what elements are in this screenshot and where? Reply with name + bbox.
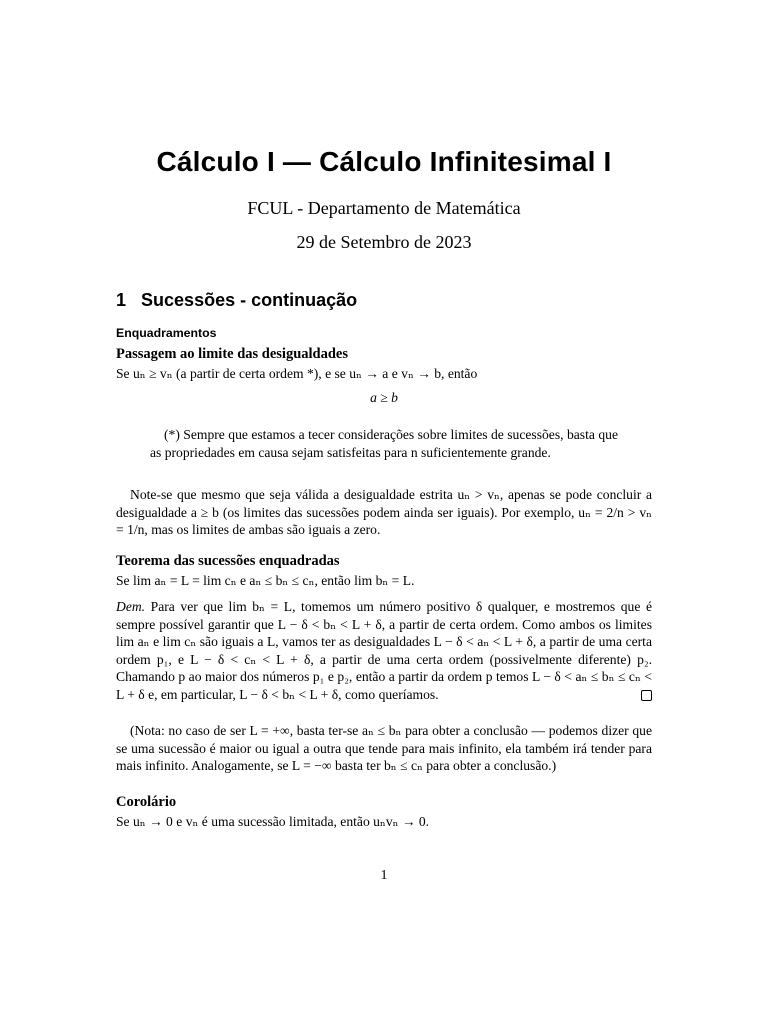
teorema-statement: Se lim aₙ = L = lim cₙ e aₙ ≤ bₙ ≤ cₙ, então lim bₙ = L. — [116, 573, 415, 588]
teorema-proof — [116, 598, 652, 703]
section-heading — [116, 290, 357, 311]
document-title: Cálculo I — Cálculo Infinitesimal I — [156, 146, 612, 177]
passagem-display-inequality: a ≥ b — [370, 390, 398, 405]
passagem-remark: Note-se que mesmo que seja válida a desigualdade estrita uₙ > vₙ, apenas se pode concluir a desigualdade a ≥ b (os limites das sucessões podem ainda ser iguais). Por exemplo, uₙ = 2/n > vₙ = 1/n, mas os limites de ambas são iguais a zero. — [116, 487, 652, 537]
document-subtitle: FCUL - Departamento de Matemática — [247, 198, 521, 218]
enquadramentos-heading: Enquadramentos — [116, 326, 217, 340]
corolario-heading: Corolário — [116, 794, 177, 810]
teorema-nota: (Nota: no caso de ser L = +∞, basta ter-se aₙ ≤ bₙ para obter a conclusão — podemos dizer que se uma sucessão é maior ou igual a outra que tende para mais infinito, ela também irá tender para mais infinito. Analogamente, se L = −∞ basta ter bₙ ≤ cₙ para obter a conclusão.) — [116, 723, 652, 773]
passagem-footnote: (*) Sempre que estamos a tecer considerações sobre limites de sucessões, basta que as propriedades em causa sejam satisfeitas para n suficientemente grande. — [150, 427, 618, 460]
passagem-statement: Se uₙ ≥ vₙ (a partir de certa ordem *), e se uₙ → a e vₙ → b, então — [116, 366, 478, 381]
teorema-heading: Teorema das sucessões enquadradas — [116, 553, 340, 569]
proof-body: Para ver que lim bₙ = L, tomemos um número positivo δ qualquer, e mostremos que é sempre possível garantir que L − δ < bₙ < L + δ, a partir de certa ordem. Como ambos os limites lim aₙ e lim cₙ são iguais a L, vamos ter as desigualdades L − δ < aₙ < L + δ, a partir de uma certa ordem p₁, e L − δ < cₙ < L + δ, a partir de uma certa ordem (possivelmente diferente) p₂. Chamando p ao maior dos números p₁ e p₂, então a partir da ordem p temos L − δ < aₙ ≤ bₙ ≤ cₙ < L + δ e, em particular, L − δ < bₙ < L + δ, como queríamos. — [116, 599, 653, 702]
section-title: Sucessões - continuação — [141, 290, 358, 310]
section-number: 1 — [116, 290, 127, 310]
passagem-heading: Passagem ao limite das desigualdades — [116, 346, 349, 362]
document-date: 29 de Setembro de 2023 — [296, 232, 472, 252]
qed-square-icon — [641, 690, 652, 701]
page-number: 1 — [380, 868, 388, 883]
proof-label: Dem. — [116, 599, 146, 614]
corolario-statement: Se uₙ → 0 e vₙ é uma sucessão limitada, então uₙvₙ → 0. — [116, 814, 430, 829]
